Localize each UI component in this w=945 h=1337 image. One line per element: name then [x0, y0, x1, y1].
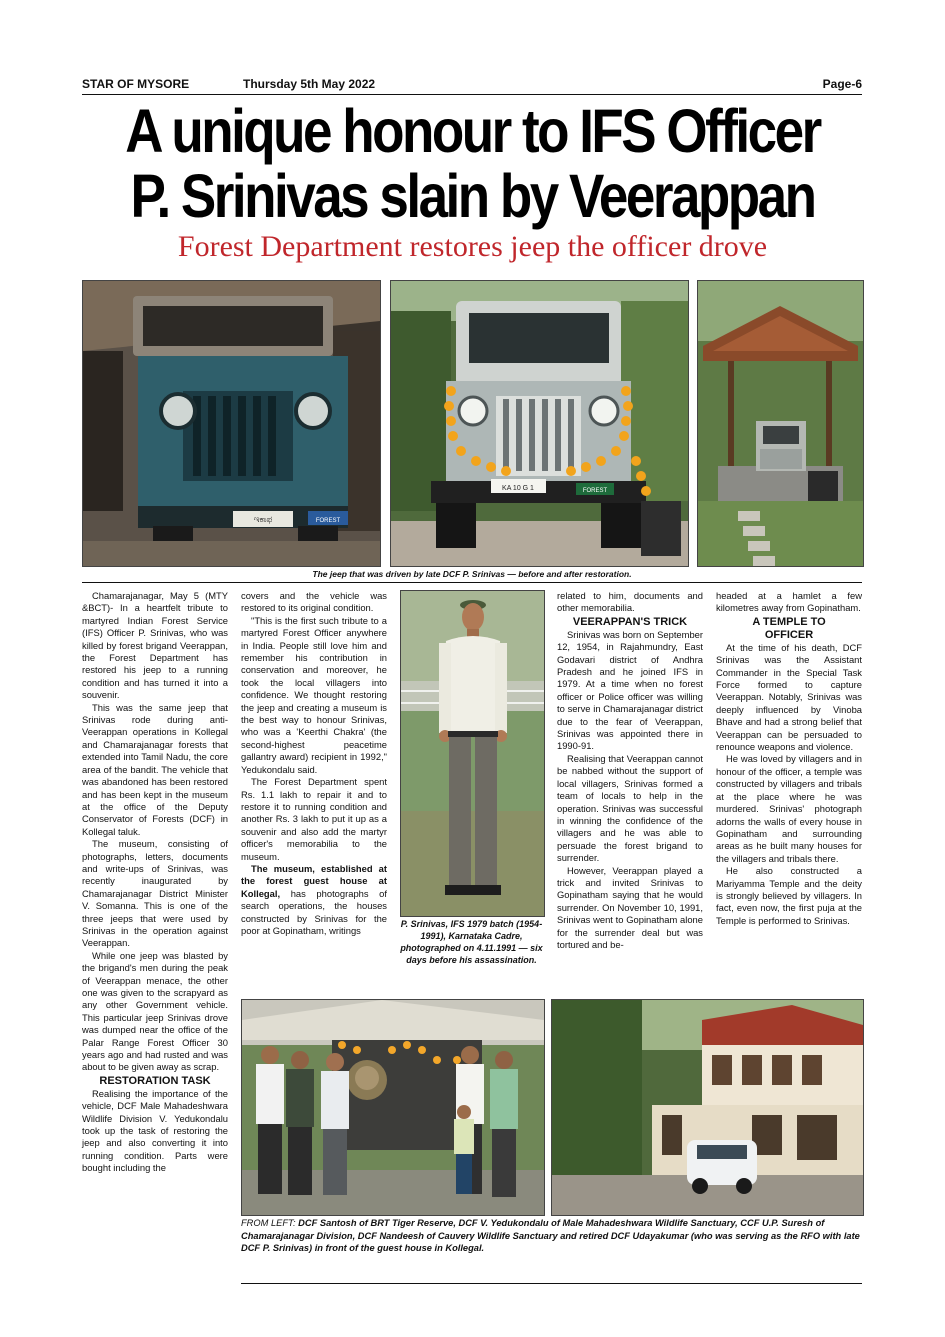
bottom-rule	[241, 1283, 862, 1284]
article-column-3	[557, 590, 703, 951]
issue-date: Thursday 5th May 2022	[243, 77, 376, 91]
headline-line-2: P. Srinivas slain by Veerappan	[130, 162, 815, 231]
photo-guest-house	[551, 999, 864, 1216]
col1-paragraph: Chamarajanagar, May 5 (MTY &BCT)- In a heartfelt tribute to martyred Indian Forest Service (IFS) Officer P. Srinivas, who was killed by forest brigand Veerappan, the Forest Department has restored his jeep to a running condition and has turned it into a souvenir.	[82, 590, 228, 701]
before-badge-text: FOREST	[315, 518, 341, 524]
article-column-2	[241, 590, 387, 937]
subheading-temple-line-1: A TEMPLE TO	[752, 615, 826, 628]
subheading-veerappans-trick: VEERAPPAN'S TRICK	[572, 615, 688, 628]
photo-jeep-after	[390, 280, 689, 567]
photo-officers-group	[241, 999, 545, 1216]
caption-lead: FROM LEFT:	[241, 1218, 296, 1228]
col4-paragraph: headed at a hamlet a few kilometres away from Gopinatham.	[716, 590, 862, 614]
col2-paragraph	[241, 863, 387, 937]
masthead-rule	[82, 94, 862, 95]
col1-paragraph: The museum, consisting of photographs, letters, documents and write-ups of Srinivas, was recently inaugurated by Chamarajanagar District Minister V. Somanna. This is one of the three jeeps that were used by Srinivas in the operation against Veerappan.	[82, 838, 228, 949]
col4-paragraph: At the time of his death, DCF Srinivas was the Assistant Commander in the Special Task Force formed to capture Veerappan. Notably, Srinivas was deeply influenced by Vinoba Bhave and had a strong belief that Veerappan can be persuaded to renounce weapons and violence.	[716, 641, 862, 753]
col2-paragraph: The Forest Department spent Rs. 1.1 lakh to repair it and to restore it to running condition and another Rs. 3 lakh to put it up as a souvenir and also add the martyr officer's memorabilia to the museum.	[241, 776, 387, 862]
bottom-photo-caption	[241, 1217, 862, 1255]
top-photo-caption: The jeep that was driven by late DCF P. Srinivas — before and after restoration.	[312, 569, 632, 579]
article-column-4	[716, 590, 862, 927]
col4-paragraph: He also constructed a Mariyamma Temple and the deity is strongly believed by villagers. In fact, even now, the first puja at the Temple is performed to Srinivas.	[716, 865, 862, 926]
col2-bold-lead: The museum, established at the forest guest house at Kollegal,	[241, 862, 387, 899]
photo-guest-house-image	[552, 1000, 863, 1215]
portrait-caption: P. Srinivas, IFS 1979 batch (1954-1991), Karnataka Cadre, photographed on 4.11.1991 — six days before his assassination.	[400, 919, 543, 965]
photo-jeep-after-image	[391, 281, 688, 566]
col3-paragraph: related to him, documents and other memorabilia.	[557, 590, 703, 614]
col3-paragraph: However, Veerappan played a trick and invited Srinivas to Gopinatham saying that he would surrender. On November 10, 1991, Srinivas went to Gopinatham alone for the surrender deal but was tortured and be-	[557, 864, 703, 950]
headline-line-1: A unique honour to IFS Officer	[125, 97, 820, 166]
subheadline: Forest Department restores jeep the officer drove	[177, 230, 768, 263]
col1-paragraph: While one jeep was blasted by the brigand's men during the peak of Veerappan menace, the other one was given to the scrapyard as any other Government vehicle. This particular jeep Srinivas drove was dumped near the office of the Palar Range Forest Officer 30 years ago and had rusted and was about to be given away as scrap.	[82, 949, 228, 1073]
photo-portrait	[400, 590, 545, 917]
photo-jeep-shelter-image	[698, 281, 863, 566]
col2-text: has photographs of search operations, the houses constructed by Srinivas for the poor at Gopinatham, writings	[241, 887, 387, 936]
article-column-1	[82, 590, 228, 1175]
col2-paragraph: covers and the vehicle was restored to its original condition.	[241, 590, 387, 614]
subheading-restoration: RESTORATION TASK	[99, 1074, 211, 1087]
after-plate-text: KA 10 G 1	[502, 485, 534, 492]
masthead	[82, 77, 862, 92]
paper-name: STAR OF MYSORE	[82, 77, 190, 91]
col1-paragraph: This was the same jeep that Srinivas rode during anti-Veerappan operations in Kollegal and Chamarajanagar forests that extended into Tamil Nadu, the core area of the bandit. The vehicle that was abandoned has been restored and has been kept in the museum at the office of the Deputy Conservator of Forests (DCF) in Kollegal taluk.	[82, 701, 228, 837]
col3-paragraph: Srinivas was born on September 12, 1954, in Rajahmundry, East Godavari district of Andhra Pradesh and he joined IFS in 1979. At a time when no forest officer or Police officer was willing to serve in Chamarajanagar district due to the fear of Veerappan, Srinivas was appointed there in 1990-91.	[557, 628, 703, 752]
subheading-temple-line-2: OFFICER	[764, 628, 814, 641]
photo-jeep-before-image	[83, 281, 380, 566]
caption-rule	[82, 582, 862, 583]
photo-jeep-shelter	[697, 280, 864, 567]
caption-names: DCF Santosh of BRT Tiger Reserve, DCF V. Yedukondalu of Male Mahadeshwara Wildlife Sanctuary, CCF U.P. Suresh of Chamarajanagar Division, DCF Nandeesh of Cauvery Wildlife Sanctuary and retired DCF Udayakumar (who was serving as the RFO with late DCF P. Srinivas) in front of the guest house in Kollegal.	[241, 1218, 860, 1254]
page-number: Page-6	[822, 77, 862, 91]
col3-paragraph: Realising that Veerappan cannot be nabbed without the support of local villagers, Srinivas formed a team of locals to help in the operation. Srinivas was successful in winning the confidence of the villagers and he was able to persuade the forest brigand to surrender.	[557, 752, 703, 864]
col4-paragraph: He was loved by villagers and in honour of the officer, a temple was constructed by villagers and tribals at the place where he was murdered. Srinivas' photograph adorns the walls of every house in Gopinatham and surrounding areas as he built many houses for the villagers and tribals there.	[716, 753, 862, 864]
photo-jeep-before	[82, 280, 381, 567]
after-badge-text: FOREST	[582, 488, 608, 494]
photo-portrait-image	[401, 591, 544, 916]
before-plate-text: ಇಕಾಫ	[253, 514, 273, 524]
photo-officers-group-image	[242, 1000, 544, 1215]
col1-paragraph: Realising the importance of the vehicle, DCF Male Mahadeshwara Wildlife Division V. Yedukondalu took up the task of restoring the jeep and also converting it into running condition. Parts were bought including the	[82, 1087, 228, 1174]
col2-paragraph: "This is the first such tribute to a martyred Forest Officer anywhere in India. People still love him and remember his contribution in conservation and moreover, he took the local villagers into confidence. We thought restoring the jeep and creating a museum is the best way to honour Srinivas, who was a 'Keerthi Chakra' (the second-highest peacetime gallantry award) recipient in 1992," Yedukondalu said.	[241, 614, 387, 775]
